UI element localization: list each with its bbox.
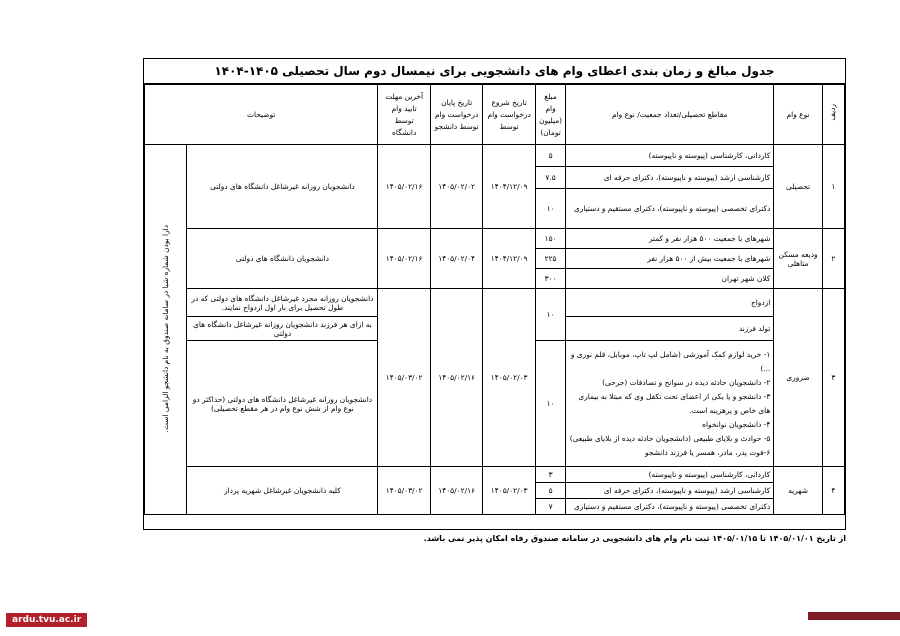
row-number: ۳ xyxy=(822,289,844,467)
row-number: ۲ xyxy=(822,229,844,289)
header-end: تاریخ پایان درخواست وام توسط دانشجو xyxy=(430,85,483,145)
start-date: ۱۴۰۵/۰۲/۰۳ xyxy=(483,467,536,515)
section-cell: کلان شهر تهران xyxy=(566,269,774,289)
table-row xyxy=(145,229,845,249)
amount-cell: ۵ xyxy=(535,483,565,499)
section-cell: کاردانی، کارشناسی (پیوسته و ناپیوسته) xyxy=(566,467,774,483)
start-date: ۱۴۰۴/۱۲/۰۹ xyxy=(483,229,536,289)
amount-cell: ۲۲۵ xyxy=(535,249,565,269)
side-note: دارا بودن شماره شبا در سامانه صندوق به نام دانشجو الزامی است. xyxy=(145,145,187,515)
description: به ازای هر فرزند دانشجویان روزانه غیرشاغل دانشگاه های دولتی xyxy=(187,317,378,341)
deadline-date: ۱۴۰۵/۰۲/۱۶ xyxy=(378,145,431,229)
start-date: ۱۴۰۴/۱۲/۰۹ xyxy=(483,145,536,229)
row-number: ۴ xyxy=(822,467,844,515)
amount-cell: ۱۵۰ xyxy=(535,229,565,249)
header-deadline: آخرین مهلت تایید وام توسط دانشگاه xyxy=(378,85,431,145)
description: کلیه دانشجویان غیرشاغل شهریه پرداز xyxy=(187,467,378,515)
end-date: ۱۴۰۵/۰۲/۰۴ xyxy=(430,229,483,289)
header-row-number: ردیف xyxy=(822,85,844,145)
amount-cell: ۳ xyxy=(535,467,565,483)
description: دانشجویان روزانه غیرشاغل دانشگاه های دولتی xyxy=(187,145,378,229)
list-item: ۳- دانشجو و یا یکی از اعضای تحت تکفل وی که مبتلا به بیماری های خاص و پرهزینه است. xyxy=(578,391,771,415)
deadline-date: ۱۴۰۵/۰۳/۰۲ xyxy=(378,289,431,467)
end-date: ۱۴۰۵/۰۲/۱۶ xyxy=(430,467,483,515)
description: دانشجویان دانشگاه های دولتی xyxy=(187,229,378,289)
loan-type: تحصیلی xyxy=(774,145,822,229)
loan-type: شهریه xyxy=(774,467,822,515)
amount-cell: ۱۰ xyxy=(535,189,565,229)
footer-accent-bar xyxy=(808,612,900,620)
deadline-date: ۱۴۰۵/۰۲/۱۶ xyxy=(378,229,431,289)
section-cell: شهرهای با جمعیت بیش از ۵۰۰ هزار نفر xyxy=(566,249,774,269)
table-row xyxy=(145,145,845,167)
description: دانشجویان روزانه مجرد غیرشاغل دانشگاه های دولتی که در طول تحصیل برای بار اول ازدواج نمایند. xyxy=(187,289,378,317)
section-cell: ازدواج xyxy=(566,289,774,317)
section-cell: کارشناسی ارشد (پیوسته و ناپیوسته)، دکترای حرفه ای xyxy=(566,167,774,189)
header-loan-type: نوع وام xyxy=(774,85,822,145)
end-date: ۱۴۰۵/۰۲/۰۲ xyxy=(430,145,483,229)
loan-type: ودیعه مسکن متاهلی xyxy=(774,229,822,289)
section-cell: کارشناسی ارشد (پیوسته و ناپیوسته)، دکترای حرفه ای xyxy=(566,483,774,499)
list-item: ۲- دانشجویان حادثه دیده در سوانح و تصادفات (جرحی) xyxy=(602,377,771,387)
list-item: ۵- حوادث و بلایای طبیعی (دانشجویان حادثه دیده از بلایای طبیعی) xyxy=(569,433,771,443)
table-title: جدول مبالغ و زمان بندی اعطای وام های دانشجویی برای نیمسال دوم سال تحصیلی ۱۴۰۵-۱۴۰۴ xyxy=(144,59,845,84)
row-number: ۱ xyxy=(822,145,844,229)
list-item: ۱- خرید لوازم کمک آموزشی (شامل لپ تاپ، موبایل، قلم نوری و ...) xyxy=(570,349,771,373)
section-cell: دکترای تخصصی (پیوسته و ناپیوسته)، دکترای مستقیم و دستیاری xyxy=(566,189,774,229)
loan-table xyxy=(144,84,845,515)
list-item: ۶-فوت پدر، مادر، همسر یا فرزند دانشجو xyxy=(645,447,771,457)
section-cell: شهرهای با جمعیت ۵۰۰ هزار نفر و کمتر xyxy=(566,229,774,249)
deadline-date: ۱۴۰۵/۰۳/۰۲ xyxy=(378,467,431,515)
header-amount: مبلغ وام (میلیون تومان) xyxy=(535,85,565,145)
list-item: ۴- دانشجویان نوانخواه xyxy=(702,419,771,429)
header-desc: توضیحات xyxy=(145,85,378,145)
loan-type: ضروری xyxy=(774,289,822,467)
amount-cell: ۱۰ xyxy=(535,341,565,467)
loan-schedule-table xyxy=(143,58,846,530)
amount-cell: ۱۰ xyxy=(535,289,565,341)
section-cell: تولد فرزند xyxy=(566,317,774,341)
end-date: ۱۴۰۵/۰۲/۱۶ xyxy=(430,289,483,467)
special-loan-list xyxy=(566,341,774,467)
footer-link[interactable]: ardu.tvu.ac.ir xyxy=(6,613,87,627)
table-row xyxy=(145,289,845,317)
description: دانشجویان روزانه غیرشاغل دانشگاه های دولتی (حداکثر دو نوع وام از شش نوع وام در هر مقطع تحصیلی) xyxy=(187,341,378,467)
amount-cell: ۳۰۰ xyxy=(535,269,565,289)
header-start: تاریخ شروع درخواست وام توسط xyxy=(483,85,536,145)
section-cell: کاردانی، کارشناسی (پیوسته و ناپیوسته) xyxy=(566,145,774,167)
bottom-note: از تاریخ ۱۴۰۵/۰۱/۰۱ تا ۱۴۰۵/۰۱/۱۵ ثبت نام وام های دانشجویی در سامانه صندوق رفاه امکان پذیر نمی باشد. xyxy=(423,534,846,543)
amount-cell: ۵ xyxy=(535,145,565,167)
section-cell: دکترای تخصصی (پیوسته و ناپیوسته)، دکترای مستقیم و دستیاری xyxy=(566,499,774,515)
header-row xyxy=(145,85,845,145)
table-row xyxy=(145,467,845,483)
amount-cell: ۷.۵ xyxy=(535,167,565,189)
amount-cell: ۷ xyxy=(535,499,565,515)
header-sections: مقاطع تحصیلی/تعداد جمعیت/ نوع وام xyxy=(566,85,774,145)
start-date: ۱۴۰۵/۰۲/۰۳ xyxy=(483,289,536,467)
